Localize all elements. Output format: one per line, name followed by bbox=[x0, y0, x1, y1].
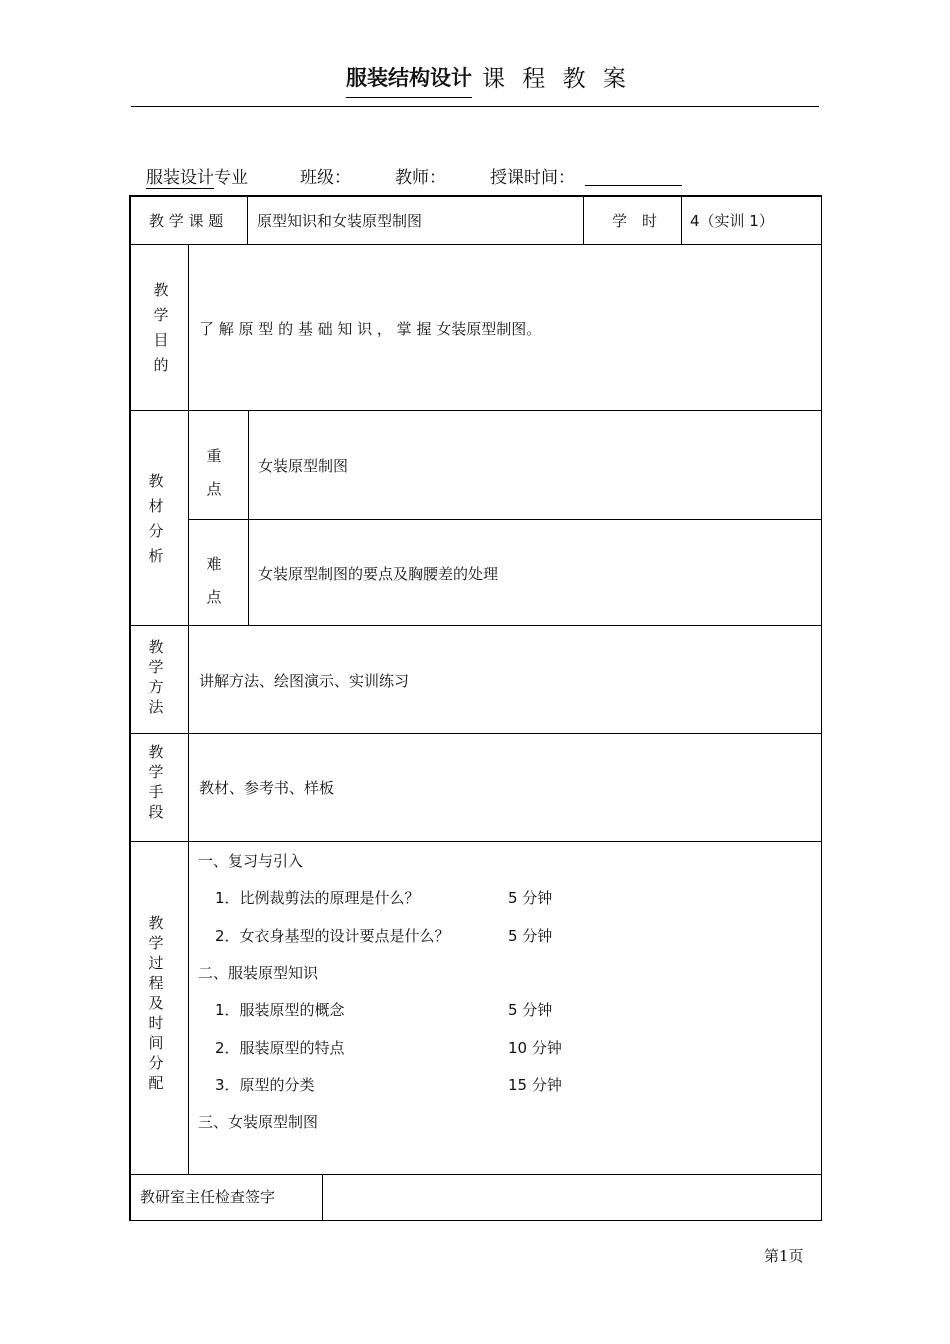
list-item: 2．女衣身基型的设计要点是什么？ bbox=[215, 927, 450, 945]
list-item: 1．比例裁剪法的原理是什么？ bbox=[215, 889, 420, 907]
lesson-table bbox=[129, 195, 822, 1221]
means-label: 教学手段 bbox=[148, 743, 164, 821]
objective-text: 了 解 原 型 的 基 础 知 识 ， 掌 握 女装原型制图。 bbox=[199, 320, 542, 338]
teacher-label: 教师： bbox=[395, 168, 446, 188]
major-field bbox=[146, 163, 248, 188]
analysis-label: 教材分析 bbox=[148, 472, 164, 565]
list-item: 1．服装原型的概念 bbox=[215, 1001, 345, 1019]
topic-label: 教 学 课 题 bbox=[149, 212, 224, 230]
signature-label: 教研室主任检查签字 bbox=[140, 1188, 276, 1206]
difficulty-label: 难点 bbox=[206, 555, 222, 606]
topic-value: 原型知识和女装原型制图 bbox=[257, 212, 423, 230]
list-item: 3．原型的分类 bbox=[215, 1076, 315, 1094]
item-time: 5 分钟 bbox=[508, 889, 553, 907]
list-item: 2．服装原型的特点 bbox=[215, 1039, 345, 1057]
key-point-label: 重点 bbox=[206, 447, 222, 498]
objective-label: 教学目的 bbox=[153, 281, 169, 374]
signature-field[interactable] bbox=[323, 1175, 820, 1219]
method-text: 讲解方法、绘图演示、实训练习 bbox=[199, 672, 410, 690]
time-label: 授课时间： bbox=[490, 168, 575, 188]
section-heading: 一、复习与引入 bbox=[198, 852, 304, 870]
key-point-text: 女装原型制图 bbox=[258, 457, 349, 475]
section-heading: 三、女装原型制图 bbox=[198, 1113, 319, 1131]
plan-title: 课 程 教 案 bbox=[482, 66, 631, 92]
method-label: 教学方法 bbox=[148, 638, 164, 716]
hours-value: 4（实训 1） bbox=[690, 212, 774, 230]
item-time: 5 分钟 bbox=[508, 1001, 553, 1019]
difficulty-text: 女装原型制图的要点及胸腰差的处理 bbox=[258, 565, 499, 583]
item-time: 5 分钟 bbox=[508, 927, 553, 945]
item-time: 10 分钟 bbox=[508, 1039, 562, 1057]
hours-label: 学 时 bbox=[612, 212, 658, 230]
class-label: 班级： bbox=[300, 168, 351, 188]
time-blank bbox=[585, 185, 682, 186]
means-text: 教材、参考书、样板 bbox=[199, 779, 335, 797]
section-heading: 二、服装原型知识 bbox=[198, 964, 319, 982]
process-label: 教学过程及时间分配 bbox=[148, 914, 164, 1092]
item-time: 15 分钟 bbox=[508, 1076, 562, 1094]
page-number: 第1页 bbox=[764, 1247, 804, 1265]
title-rule bbox=[131, 106, 819, 107]
course-subject: 服装结构设计 bbox=[346, 62, 472, 98]
major-name: 服装设计 bbox=[146, 168, 214, 188]
major-suffix: 专业 bbox=[214, 168, 248, 188]
